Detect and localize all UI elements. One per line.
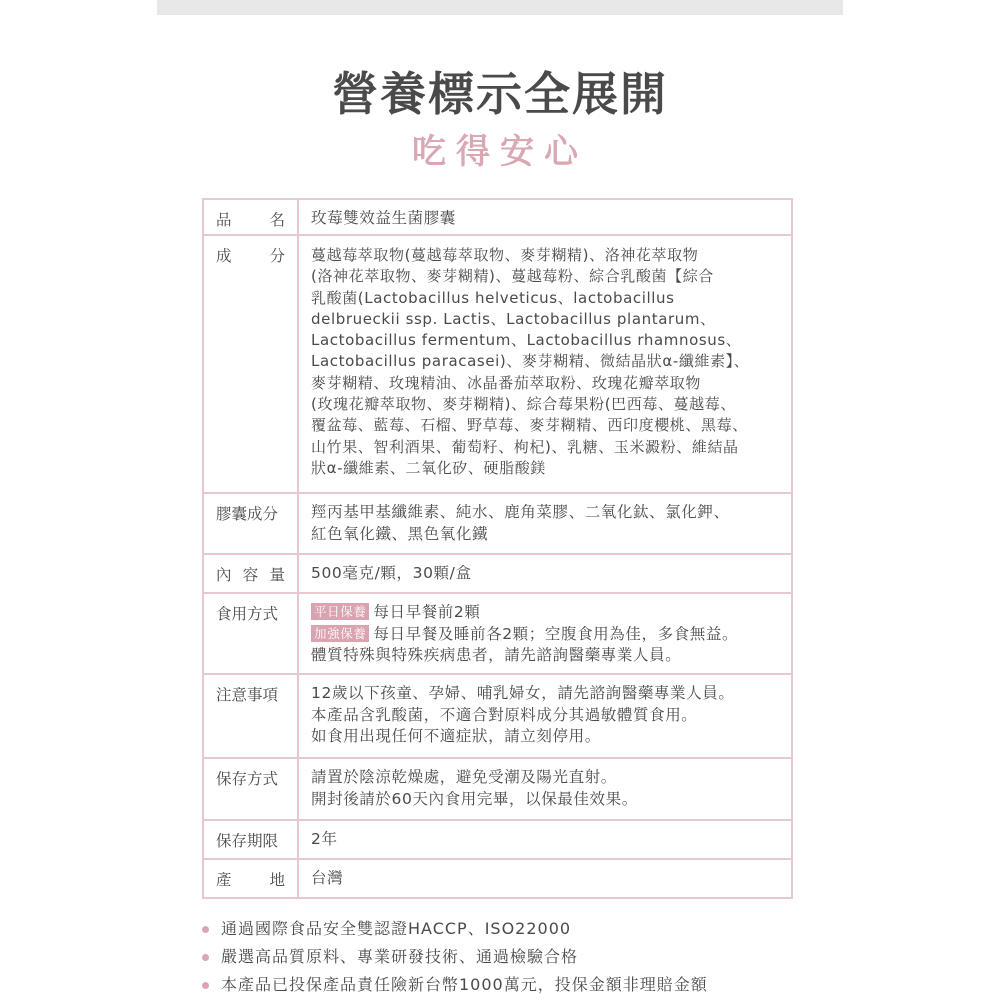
label-char: 成 [216,247,232,265]
row-value-origin [299,860,791,897]
row-value-storage [299,759,791,819]
label-char: 名 [269,211,285,229]
row-label-product-name [204,200,299,234]
value-line: 乳酸菌(Lactobacillus helveticus、lactobacillus [311,288,675,307]
label-char: 容 [242,566,259,584]
bullet-dot-icon [202,954,209,961]
row-label-contents [204,555,299,592]
value-line: 500毫克/顆，30顆/盒 [311,564,472,582]
value-line: 本產品含乳酸菌，不適合對原料成分其過敏體質食用。 [311,705,698,724]
value-line [311,624,781,646]
table-row-ingredients [204,236,791,494]
row-value-product-name [299,200,791,234]
list-item-text: 嚴選高品質原料、專業研發技術、通過檢驗合格 [221,947,579,966]
label-char: 分 [269,247,285,265]
value-line: 請置於陰涼乾燥處，避免受潮及陽光直射。 [311,768,617,786]
value-line: 台灣 [311,869,344,887]
value-line: 玫莓雙效益生菌膠囊 [311,209,456,227]
page-subtitle: 吃得安心 [412,132,588,172]
bullet-dot-icon [202,982,209,989]
list-item-text: 本產品已投保產品責任險新台幣1000萬元，投保金額非理賠金額 [221,975,708,994]
value-line: 紅色氧化鐵、黑色氧化鐵 [311,524,489,543]
list-item [202,971,822,999]
value-line: 羥丙基甲基纖維素、純水、鹿角菜膠、二氧化鈦、氯化鉀、 [311,503,730,521]
label-char: 地 [269,871,285,889]
row-label-usage: 食用方式 [204,594,299,673]
row-label-shelf-life: 保存期限 [204,821,299,858]
value-line: (玫瑰花瓣萃取物、麥芽糊精)、綜合莓果粉(巴西莓、蔓越莓、 [311,395,736,414]
table-row-shelf-life [204,821,791,860]
table-row-usage [204,594,791,675]
table-row-precautions [204,675,791,759]
table-row-storage [204,759,791,821]
table-row-contents [204,555,791,594]
value-line: 蔓越莓萃取物(蔓越莓萃取物、麥芽糊精)、洛神花萃取物 [311,246,699,264]
value-line: 如食用出現任何不適症狀，請立刻停用。 [311,727,601,745]
value-line: 狀α-纖維素、二氧化矽、硬脂酸鎂 [311,458,546,477]
list-item [202,915,822,943]
row-value-usage [299,594,791,673]
value-line: 山竹果、智利酒果、葡萄籽、枸杞)、乳糖、玉米澱粉、維結晶 [311,437,739,456]
value-text: 每日早餐及睡前各2顆；空腹食用為佳，多食無益。 [373,624,739,643]
value-line: 2年 [311,830,338,848]
row-label-capsule-ingredients: 膠囊成分 [204,494,299,553]
value-line: Lactobacillus fermentum、Lactobacillus rhamnosus、 [311,331,742,350]
list-item-text: 通過國際食品安全雙認證HACCP、ISO22000 [221,919,572,938]
row-value-ingredients [299,236,791,492]
value-line: 開封後請於60天內食用完畢，以保最佳效果。 [311,789,638,808]
row-label-origin [204,860,299,897]
table-row-product-name [204,200,791,236]
page-title: 營養標示全展開 [332,67,668,121]
row-value-precautions [299,675,791,757]
row-value-contents [299,555,791,592]
label-char: 量 [269,566,285,584]
value-line: 麥芽糊精、玫瑰精油、冰晶番茄萃取粉、玫瑰花瓣萃取物 [311,373,702,392]
value-line: delbrueckii ssp. Lactis、Lactobacillus plantarum、 [311,309,716,328]
product-info-table [202,198,793,899]
row-value-shelf-life [299,821,791,858]
row-label-ingredients [204,236,299,492]
value-line: 體質特殊與特殊疾病患者，請先諮詢醫藥專業人員。 [311,646,682,664]
value-text: 每日早餐前2顆 [373,603,481,621]
row-value-capsule-ingredients [299,494,791,553]
top-gray-bar [157,0,843,15]
intensive-care-tag: 加強保養 [311,625,369,642]
daily-care-tag: 平日保養 [311,603,369,620]
value-line: 覆盆莓、藍莓、石榴、野草莓、麥芽糊精、西印度櫻桃、黑莓、 [311,416,748,435]
value-line [311,602,781,624]
label-char: 品 [216,211,232,229]
table-row-origin [204,860,791,897]
table-row-capsule-ingredients [204,494,791,555]
value-line: (洛神花萃取物、麥芽糊精)、蔓越莓粉、綜合乳酸菌【綜合 [311,267,714,286]
certification-list [202,915,822,999]
row-label-precautions: 注意事項 [204,675,299,757]
bullet-dot-icon [202,926,209,933]
list-item [202,943,822,971]
row-label-storage: 保存方式 [204,759,299,819]
label-char: 內 [216,566,232,584]
value-line: Lactobacillus paracasei)、麥芽糊精、微結晶狀α-纖維素】、 [311,352,750,371]
value-line: 12歲以下孩童、孕婦、哺乳婦女，請先諮詢醫藥專業人員。 [311,684,735,702]
label-char: 產 [216,871,232,889]
